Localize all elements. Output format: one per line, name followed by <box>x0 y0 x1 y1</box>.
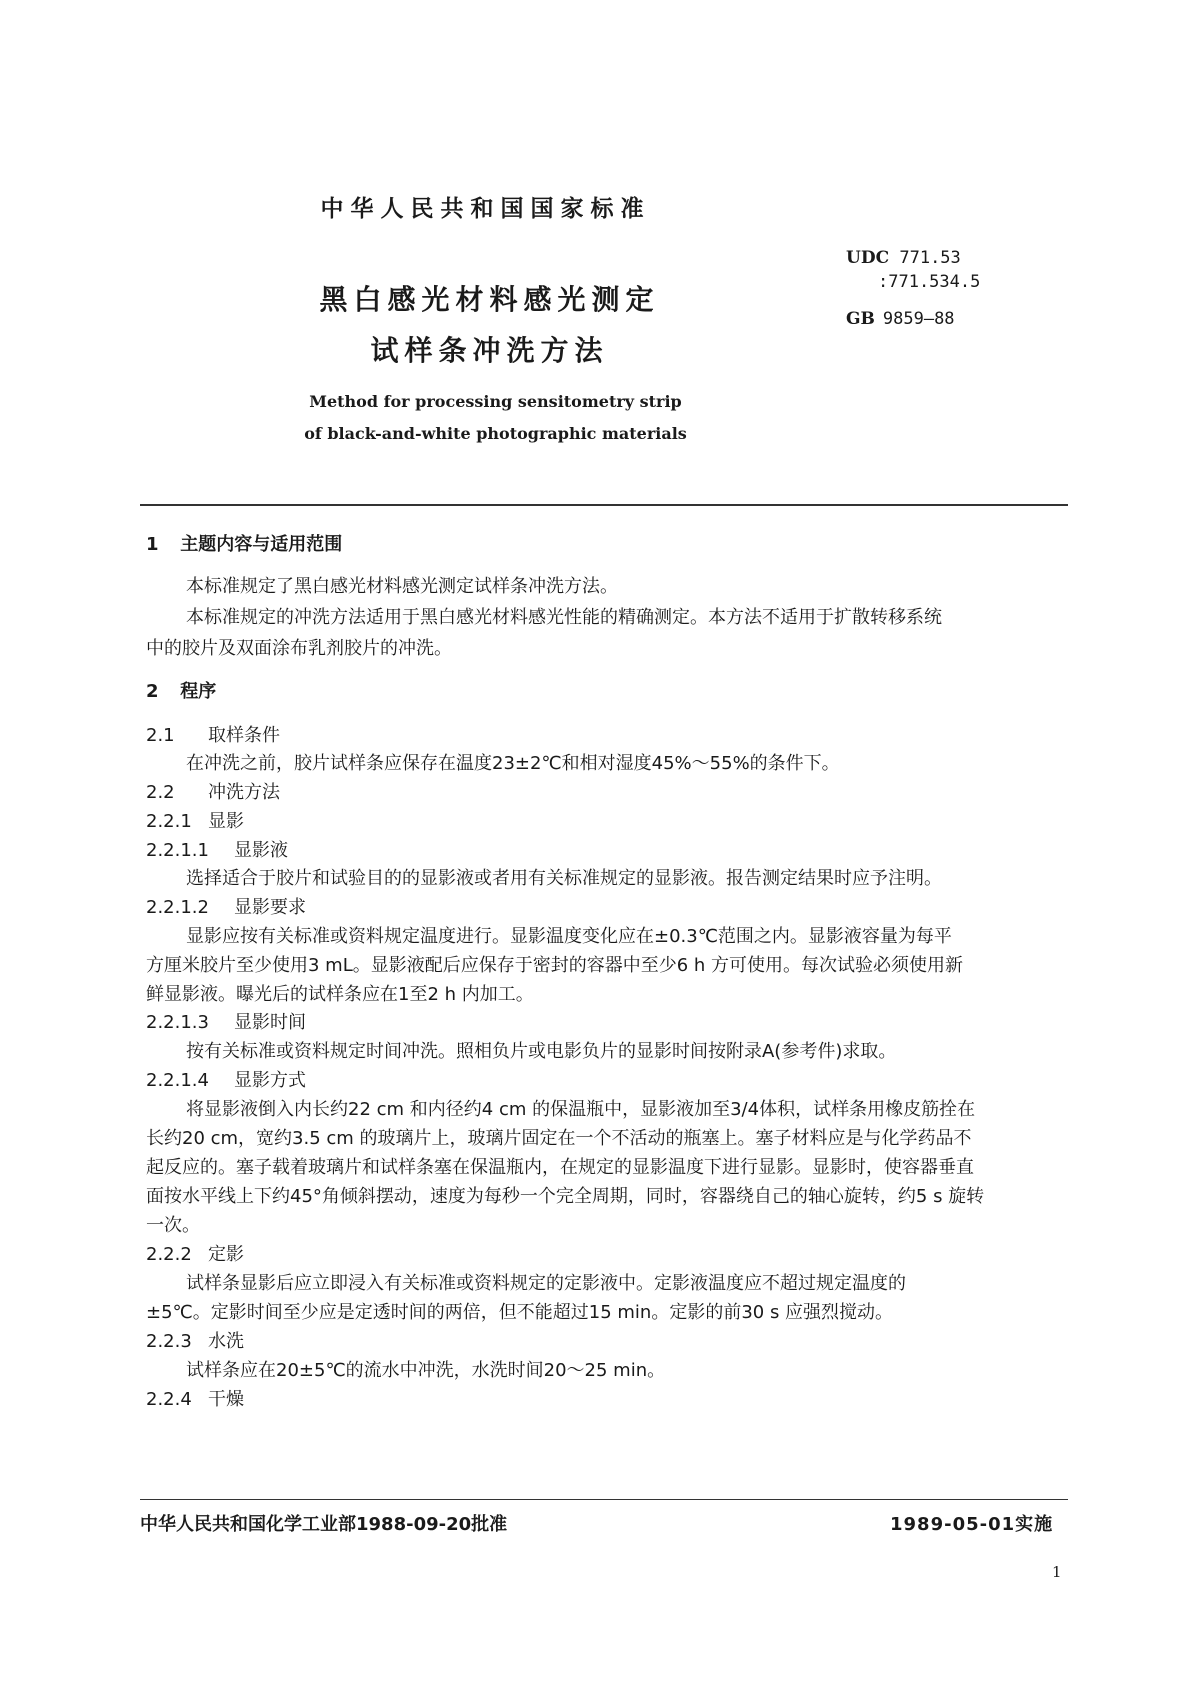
clause-number: 2.2.1.4 <box>146 1070 209 1091</box>
clause-2-2-2-heading <box>146 1240 244 1266</box>
clause-2-2-1-heading <box>146 807 244 833</box>
section-1-paragraph-2b: 中的胶片及双面涂布乳剂胶片的冲洗。 <box>146 638 452 659</box>
clause-2-2-1-4-text-3: 起反应的。塞子载着玻璃片和试样条塞在保温瓶内，在规定的显影温度下进行显影。显影时，使容器垂直 <box>146 1157 974 1178</box>
udc-value-secondary: :771.534.5 <box>878 272 981 292</box>
clause-2-2-1-4-text-1: 将显影液倒入内长约22 cm 和内径约4 cm 的保温瓶中，显影液加至3/4体积，试样条用橡皮筋拴在 <box>186 1099 976 1120</box>
clause-2-2-1-2-heading <box>146 893 306 919</box>
clause-title: 冲洗方法 <box>208 782 280 803</box>
clause-number: 2.2.3 <box>146 1331 192 1352</box>
clause-2-1-heading <box>146 721 280 747</box>
clause-2-2-1-2-text-1: 显影应按有关标准或资料规定温度进行。显影温度变化应在±0.3℃范围之内。显影液容量为每平 <box>186 926 952 947</box>
clause-2-2-1-1-text: 选择适合于胶片和试验目的的显影液或者用有关标准规定的显影液。报告测定结果时应予注明。 <box>186 868 942 889</box>
clause-2-2-3-text: 试样条应在20±5℃的流水中冲洗，水洗时间20～25 min。 <box>186 1360 666 1381</box>
section-title: 主题内容与适用范围 <box>180 534 343 555</box>
clause-2-2-1-1-heading <box>146 836 288 862</box>
clause-2-2-1-3-text: 按有关标准或资料规定时间冲洗。照相负片或电影负片的显影时间按附录A(参考件)求取。 <box>186 1041 897 1062</box>
national-standard-heading: 中华人民共和国国家标准 <box>320 196 651 222</box>
clause-number: 2.2.2 <box>146 1244 192 1265</box>
clause-title: 水洗 <box>208 1331 244 1352</box>
clause-title: 显影 <box>208 811 244 832</box>
clause-number: 2.2.4 <box>146 1389 192 1410</box>
header-divider <box>140 504 1068 506</box>
clause-2-2-1-3-heading <box>146 1008 306 1034</box>
section-title: 程序 <box>180 681 217 702</box>
gb-label: GB <box>846 309 875 329</box>
clause-title: 干燥 <box>208 1389 244 1410</box>
clause-number: 2.2.1.2 <box>146 897 209 918</box>
footer-divider <box>140 1499 1068 1500</box>
clause-number: 2.1 <box>146 725 175 746</box>
clause-title: 定影 <box>208 1244 244 1265</box>
clause-2-2-heading <box>146 778 280 804</box>
approval-note: 中华人民共和国化学工业部1988-09-20批准 <box>140 1514 508 1535</box>
clause-number: 2.2.1.1 <box>146 840 209 861</box>
clause-2-2-2-text-1: 试样条显影后应立即浸入有关标准或资料规定的定影液中。定影液温度应不超过规定温度的 <box>186 1273 906 1294</box>
section-number: 1 <box>146 534 159 555</box>
clause-number: 2.2 <box>146 782 175 803</box>
clause-2-2-1-4-heading <box>146 1066 306 1092</box>
page-number: 1 <box>1052 1563 1062 1581</box>
clause-number: 2.2.1.3 <box>146 1012 209 1033</box>
implementation-date: 1989-05-01实施 <box>890 1514 1054 1535</box>
title-en-line1: Method for processing sensitometry strip <box>309 392 682 411</box>
section-number: 2 <box>146 681 159 702</box>
clause-2-2-1-4-text-5: 一次。 <box>146 1215 200 1236</box>
title-cn-line2: 试样条冲洗方法 <box>370 334 609 367</box>
clause-number: 2.2.1 <box>146 811 192 832</box>
title-en-line2: of black-and-white photographic materials <box>304 424 687 443</box>
clause-title: 显影液 <box>234 840 288 861</box>
udc-value: 771.53 <box>899 248 961 268</box>
clause-2-2-3-heading <box>146 1327 244 1353</box>
title-cn-line1: 黑白感光材料感光测定 <box>319 283 660 316</box>
section-1-paragraph-2a: 本标准规定的冲洗方法适用于黑白感光材料感光性能的精确测定。本方法不适用于扩散转移系统 <box>186 607 942 628</box>
clause-2-2-4-heading <box>146 1385 244 1411</box>
clause-2-2-1-2-text-2: 方厘米胶片至少使用3 mL。显影液配后应保存于密封的容器中至少6 h 方可使用。每次试验必须使用新 <box>146 955 964 976</box>
section-1-paragraph-1: 本标准规定了黑白感光材料感光测定试样条冲洗方法。 <box>186 576 618 597</box>
clause-2-2-1-4-text-4: 面按水平线上下约45°角倾斜摆动，速度为每秒一个完全周期，同时，容器绕自己的轴心旋转，约5 s 旋转 <box>146 1186 985 1207</box>
clause-2-2-1-4-text-2: 长约20 cm，宽约3.5 cm 的玻璃片上，玻璃片固定在一个不活动的瓶塞上。塞子材料应是与化学药品不 <box>146 1128 972 1149</box>
clause-title: 显影方式 <box>234 1070 306 1091</box>
clause-title: 显影要求 <box>234 897 306 918</box>
gb-number: 9859—88 <box>882 309 955 329</box>
clause-2-1-text: 在冲洗之前，胶片试样条应保存在温度23±2℃和相对湿度45%～55%的条件下。 <box>186 753 840 774</box>
clause-2-2-1-2-text-3: 鲜显影液。曝光后的试样条应在1至2 h 内加工。 <box>146 984 534 1005</box>
clause-2-2-2-text-2: ±5℃。定影时间至少应是定透时间的两倍，但不能超过15 min。定影的前30 s 应强烈搅动。 <box>146 1302 894 1323</box>
clause-title: 取样条件 <box>208 725 280 746</box>
section-2-heading <box>146 677 216 703</box>
section-1-heading <box>146 530 342 556</box>
clause-title: 显影时间 <box>234 1012 306 1033</box>
udc-label: UDC <box>846 248 890 268</box>
